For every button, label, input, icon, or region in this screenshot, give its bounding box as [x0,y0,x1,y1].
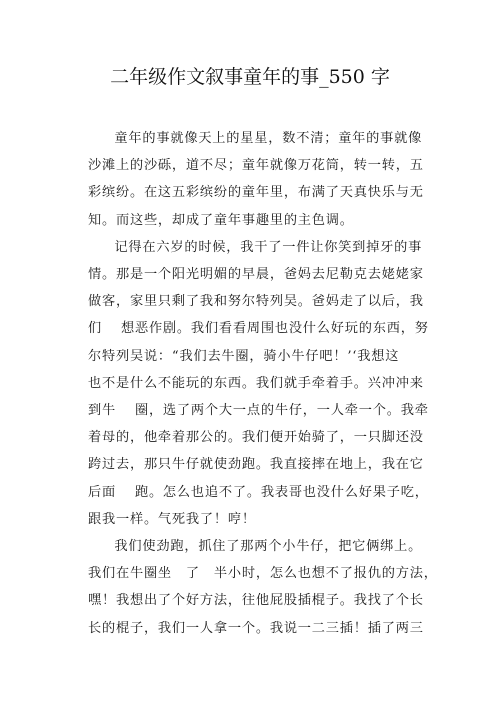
text-line: 到牛 圈，选了两个大一点的牛仔，一人牵一个。我牵 [88,403,429,419]
text-line: 长的棍子，我们一人拿一个。我说一二三插！插了两三 [88,620,424,636]
text-line: 我们在牛圈坐 了 半小时，怎么也想不了报仇的方法， [88,566,438,582]
text-line: 也不是什么不能玩的东西。我们就手牵着手。兴冲冲来 [88,375,424,391]
text-line: 着母的，他牵着那公的。我们便开始骑了，一只脚还没 [88,430,424,446]
text-line: 尔特列吴说：“我们去牛圈，骑小牛仔吧！’‘我想这 [88,348,400,364]
paragraph-2 [88,234,429,533]
paragraph-3 [88,533,438,642]
text-line: 嘿！我想出了个好方法，往他屁股插棍子。我找了个长 [88,593,424,609]
text-line: 跟我一样。气死我了！哼！ [88,511,256,527]
text-line: 我们使劲跑，抓住了那两个小牛仔，把它俩绑上。 [114,539,423,555]
text-line: 后面 跑。怎么也追不了。我表哥也没什么好果子吃， [88,484,429,500]
text-line: 沙滩上的沙砾，道不尽；童年就像万花筒，转一转，五 [88,158,424,174]
document-body [88,125,438,642]
text-line: 知。而这些，却成了童年事趣里的主色调。 [88,212,354,228]
document-title: 二年级作文叙事童年的事_550 字 [110,66,390,88]
text-line: 记得在六岁的时候，我干了一件让你笑到掉牙的事 [114,239,423,255]
text-line: 跨过去，那只牛仔就使劲跑。我直接摔在地上，我在它 [88,457,424,473]
text-line: 童年的事就像天上的星星，数不清；童年的事就像 [114,131,423,146]
text-line: 们 想恶作剧。我们看看周围也没什么好玩的东西，努 [88,321,429,337]
paragraph-1 [88,125,424,234]
text-line: 情。那是一个阳光明媚的早晨，爸妈去尼勒克去姥姥家 [88,267,424,283]
text-line: 做客，家里只剩了我和努尔特列吴。爸妈走了以后，我 [88,294,424,310]
text-line: 彩缤纷。在这五彩缤纷的童年里，布满了天真快乐与无 [88,185,424,201]
